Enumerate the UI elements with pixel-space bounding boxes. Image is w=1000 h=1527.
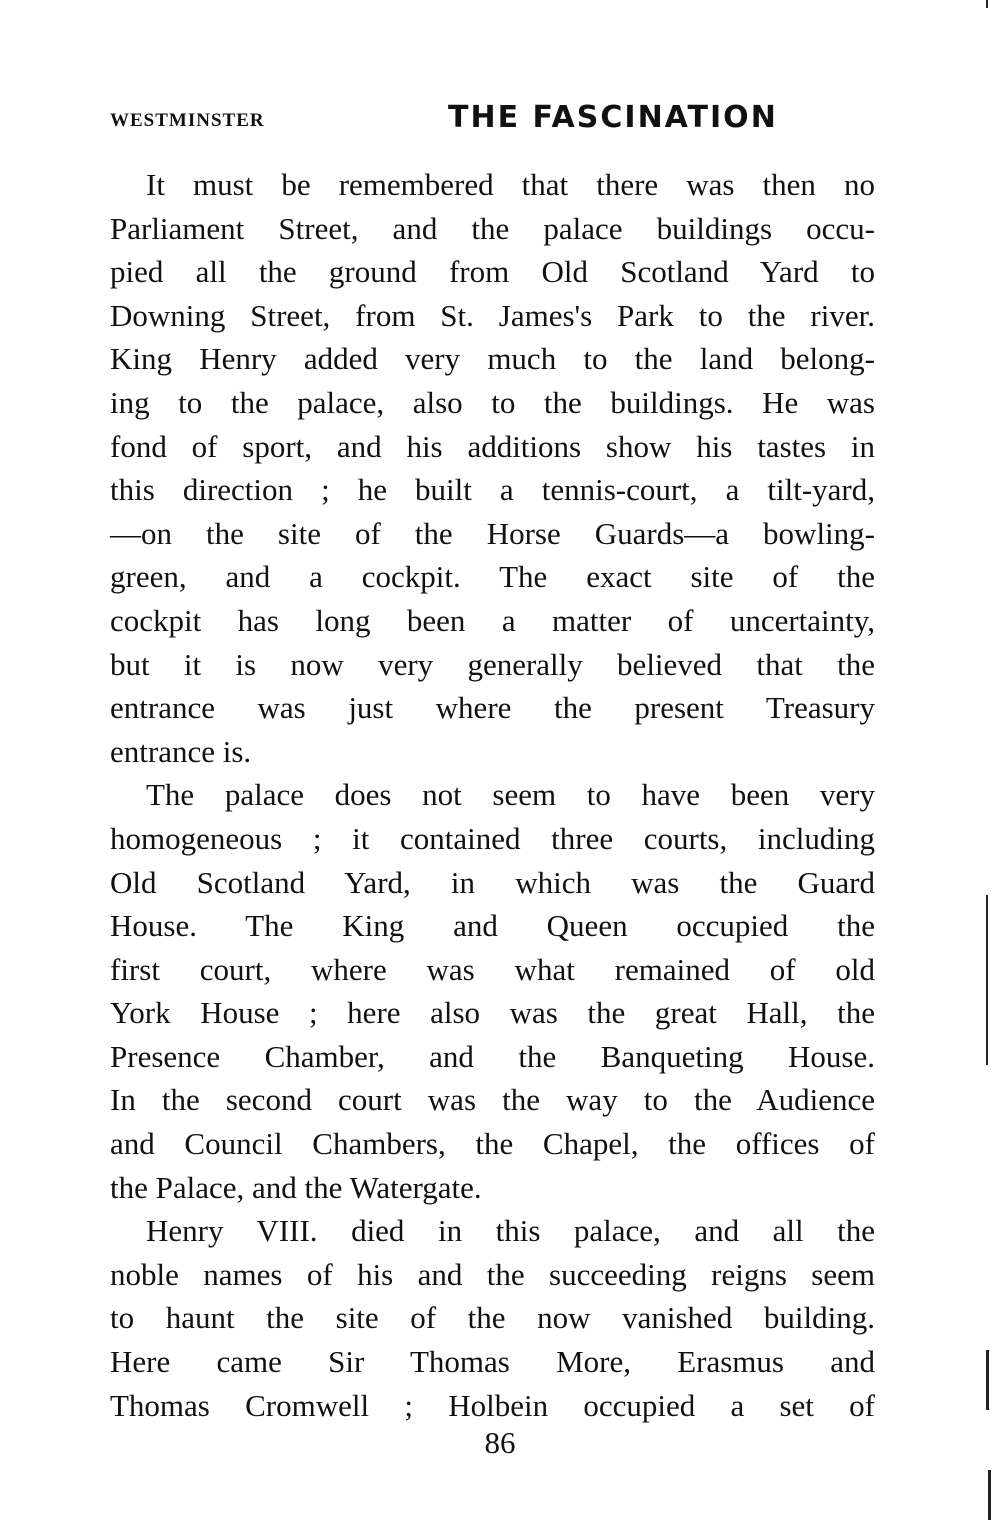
text-line: Presence Chamber, and the Banqueting House. [110, 1038, 875, 1074]
text-line: homogeneous ; it contained three courts, including [110, 820, 875, 856]
text-line: but it is now very generally believed that the [110, 646, 875, 682]
text-line: the Palace, and the Watergate. [110, 1169, 482, 1205]
text-line: The palace does not seem to have been very [146, 777, 875, 813]
scan-edge-mark [986, 895, 988, 1065]
text-line: this direction ; he built a tennis-court, a tilt-yard, [110, 472, 875, 508]
text-line: entrance was just where the present Treasury [110, 690, 875, 726]
text-line: to haunt the site of the now vanished building. [110, 1300, 875, 1336]
running-head-title: THE FASCINATION [448, 100, 778, 135]
paragraph-3 [110, 1209, 875, 1427]
paragraph-1 [110, 163, 875, 773]
text-line: cockpit has long been a matter of uncertainty, [110, 602, 875, 638]
text-line: In the second court was the way to the Audience [110, 1082, 875, 1118]
running-head-section: WESTMINSTER [110, 110, 265, 131]
scan-edge-mark [986, 1350, 989, 1410]
text-line: Parliament Street, and the palace buildings occu- [110, 210, 875, 246]
text-line: first court, where was what remained of old [110, 951, 875, 987]
text-line: It must be remembered that there was then no [146, 167, 875, 202]
text-line: ing to the palace, also to the buildings. He was [110, 384, 875, 420]
text-line: green, and a cockpit. The exact site of the [110, 559, 875, 595]
text-line: Downing Street, from St. James's Park to the river. [110, 297, 875, 333]
scan-edge-mark [986, 0, 988, 8]
text-line: entrance is. [110, 733, 252, 769]
text-line: —on the site of the Horse Guards—a bowling- [110, 515, 875, 551]
text-line: fond of sport, and his additions show his tastes in [110, 428, 875, 464]
running-head [110, 100, 870, 140]
text-line: King Henry added very much to the land belong- [110, 341, 875, 377]
text-line: Old Scotland Yard, in which was the Guard [110, 864, 875, 900]
text-line: Here came Sir Thomas More, Erasmus and [110, 1344, 875, 1380]
text-line: pied all the ground from Old Scotland Yard to [110, 254, 875, 290]
text-line: noble names of his and the succeeding reigns seem [110, 1256, 875, 1292]
text-line: York House ; here also was the great Hall, the [110, 995, 875, 1031]
text-line: and Council Chambers, the Chapel, the offices of [110, 1126, 875, 1162]
text-line: Henry VIII. died in this palace, and all the [146, 1213, 875, 1249]
text-line: Thomas Cromwell ; Holbein occupied a set of [110, 1387, 875, 1423]
page-number: 86 [484, 1425, 516, 1460]
paragraph-2 [110, 773, 875, 1209]
scan-edge-mark [988, 1470, 991, 1520]
text-line: House. The King and Queen occupied the [110, 908, 875, 944]
body-text [110, 163, 875, 1427]
